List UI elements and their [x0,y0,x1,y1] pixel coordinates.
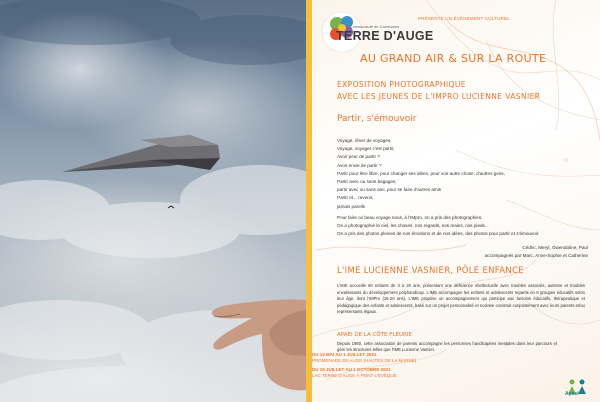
signature-names: Cédric, Meryl, Gwendoline, Paul [522,245,588,250]
ime-title: L'IME LUCIENNE VASNIER, PÔLE ENFANCE [337,266,524,276]
headline: AU GRAND AIR & SUR LA ROUTE [360,52,547,65]
place-text: LAC TERRE D'AUGE À PONT-L'ÉVÊQUE [312,373,397,378]
date-entry-1 [312,352,376,358]
poem-line: Partir et... revenir, [337,195,374,201]
date-text: DU 13 MAI AU 1 JUILLET 2021 [312,352,377,357]
date-text: DU 15 JUILLET AU 1 OCTOBRE 2021 [312,367,391,372]
apaei-title: APAEI DE LA CÔTE FLEURIE [337,332,412,338]
paragraph-line: On a pris des photos pleines de nos émotions et de nos idées, des photos pour partir et s'émouvoir. [337,231,540,237]
poem-line: Partir avec ou sans bagages, [337,179,397,185]
poem-line: Partir pour être libre, pour changer ses idées, pour voir autre chose, d'autres gens, [337,170,505,176]
exposition-title-line2: AVEC LES JEUNES DE L'IMPRO LUCIENNE VASNIER [337,92,541,101]
org-name: TERRE D'AUGE [336,29,434,43]
apaei-text: Depuis 1960, cette association de parents accompagne les personnes handicapées mentales dans leur parcours et gère les structures telles que l'IME Lucienne Vasnier. [337,341,557,353]
partir-title: Partir, s'émouvoir [337,114,417,124]
poem-line: Voyage, rêver de voyages, [337,138,392,143]
paper-plane-icon [62,135,220,172]
apaei-logo-text: Apaei [565,391,579,397]
paragraph-line: Pour faire ce beau voyage nous, à l'IMpro, on a pris des photographies. [337,215,483,220]
signature-accompanied: accompagnés par Marc, Anne-Sophie et Catherine [484,253,588,258]
place-text: PROMENADE EN AUGE (HAUTES DE LA MARNE) [312,358,417,363]
place-entry-2 [312,373,397,379]
ime-text: L'IME accueille 60 enfants de 3 à 20 ans, présentant une déficience intellectuelle avec troubles associés, autisme et troubles envahissants du développement polyhandicap. L'IME accompagne les enfants et adolescents repartis en 6 groupes éducatifs selon leur âge, dont l'IMPro (15-20 ans). L'IME propose un accompagnement qui participe aux besoins éducatifs, thérapeutique et pédagogique des enfants et adolescents, basé sur un projet personnalisé et scolaire construit conjointement avec leurs parents et/ou représentants légaux. [337,283,585,315]
yellow-accent-bar [306,0,312,402]
event-label: PRÉSENTE UN ÉVÈNEMENT CULTUREL [418,16,510,21]
poem-line: Avoir envie de partir ? [337,162,382,168]
photo-paragraph [337,214,582,239]
place-entry-1 [312,358,416,364]
org-subtitle: Communauté de Communes [350,25,400,29]
date-entry-2 [312,367,391,373]
poem [337,137,587,211]
poem-line: Voyage, voyager c'est partir, [337,146,395,152]
poem-line: jamais pareils [337,203,366,209]
signature [485,244,588,260]
poem-line: partir avec ou sans ami, pour se faire d'autres amis [337,187,442,193]
poem-line: Avoir peur de partir ? [337,154,380,160]
exposition-title-line1: EXPOSITION PHOTOGRAPHIQUE [337,80,466,89]
paragraph-line: On a photographié le ciel, les choses, nos regards, nos mains, nos pieds... [337,223,489,229]
